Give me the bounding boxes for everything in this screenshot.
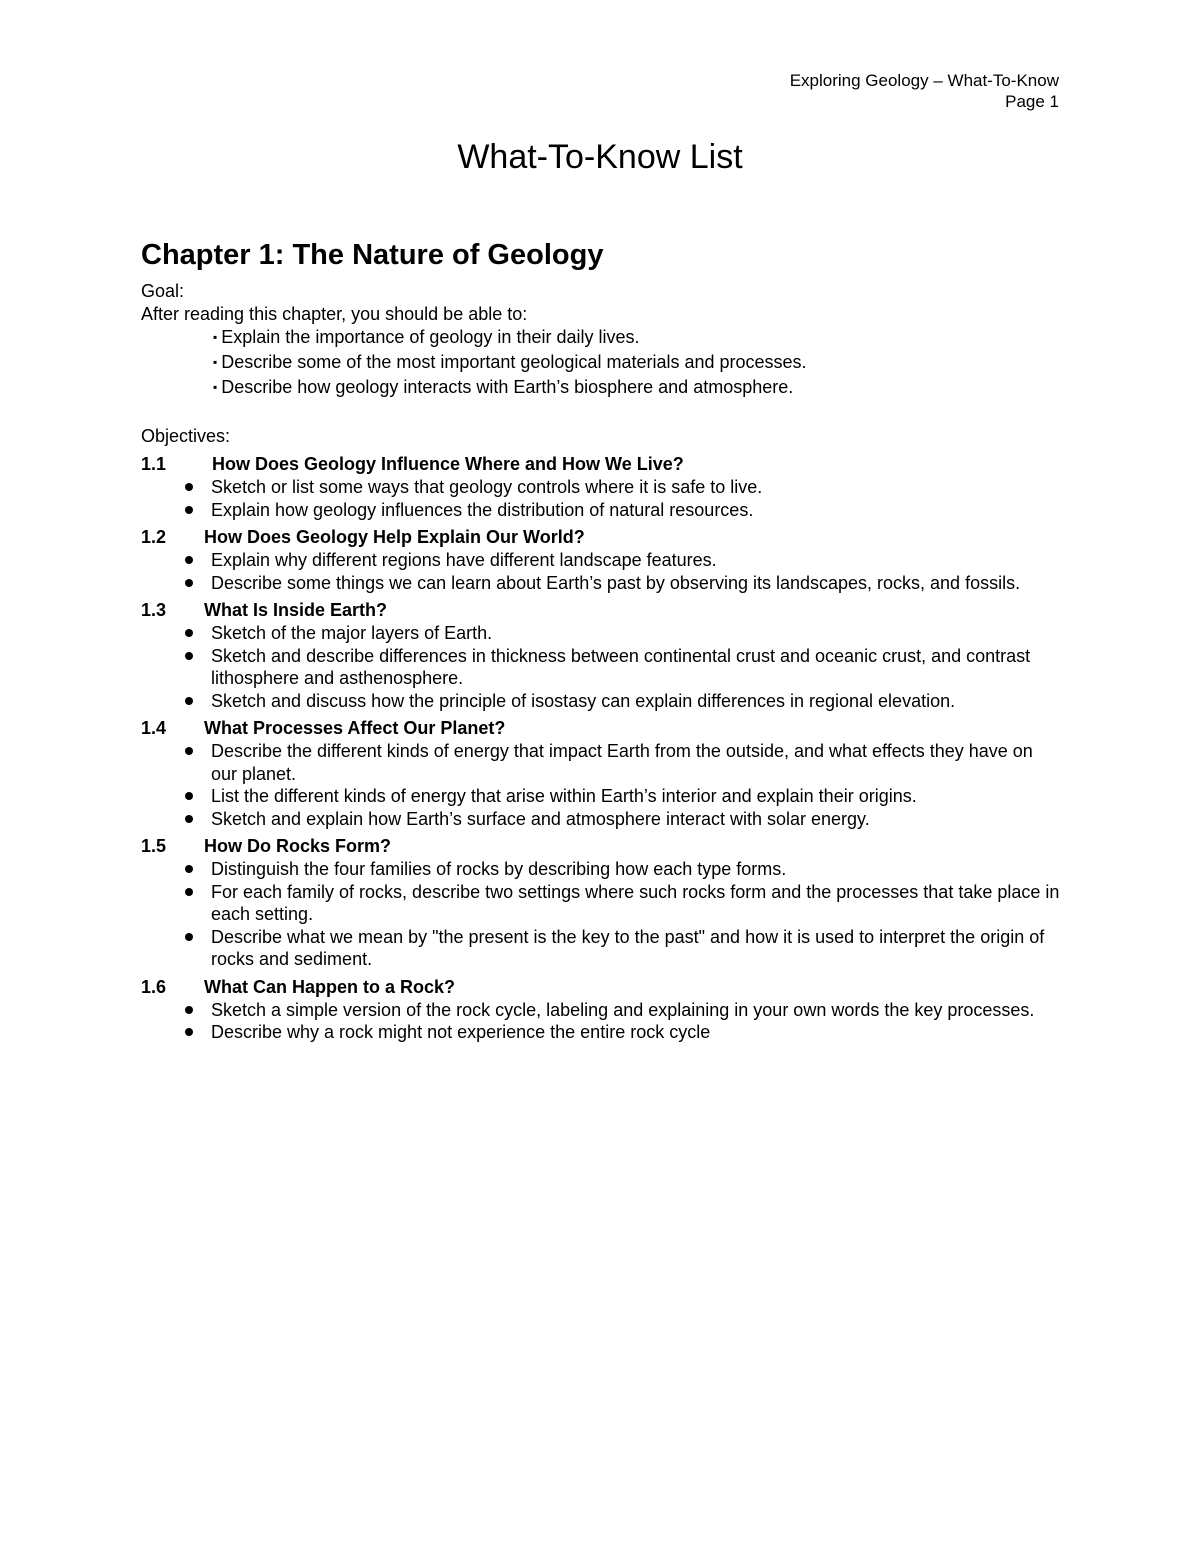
objective-section-1-2 <box>141 525 1061 594</box>
section-title: What Processes Affect Our Planet? <box>204 718 506 738</box>
section-number: 1.3 <box>141 600 167 620</box>
bullet-icon <box>185 815 193 823</box>
section-title: How Do Rocks Form? <box>204 836 392 856</box>
bullet-icon <box>185 933 193 941</box>
chapter-content <box>141 236 1061 1044</box>
section-number: 1.6 <box>141 976 167 997</box>
goal-list <box>141 326 1061 401</box>
objective-text: Describe what we mean by "the present is the key to the past" and how it is used to interpret the origin of rocks and sediment. <box>211 926 1045 969</box>
objective-text: Distinguish the four families of rocks by describing how each type forms. <box>211 859 787 879</box>
bullet-icon <box>185 556 193 564</box>
objective-item <box>141 476 1061 499</box>
section-number: 1.5 <box>141 836 167 856</box>
objective-text: Sketch and discuss how the principle of isostasy can explain differences in regional elevation. <box>211 690 956 711</box>
objective-item <box>141 572 1061 595</box>
goal-label: Goal: <box>141 281 185 301</box>
bullet-icon <box>185 506 193 514</box>
bullet-icon <box>185 1028 193 1036</box>
bullet-icon <box>185 792 193 800</box>
objectives-label: Objectives: <box>141 426 231 446</box>
objective-text: Explain why different regions have different landscape features. <box>211 550 717 570</box>
objective-text: Sketch and explain how Earth’s surface and atmosphere interact with solar energy. <box>211 808 870 829</box>
bullet-icon <box>185 483 193 491</box>
bullet-icon <box>185 697 193 705</box>
section-heading <box>141 452 1061 476</box>
bullet-icon <box>185 747 193 755</box>
page-number: Page 1 <box>1005 92 1059 111</box>
goal-intro: After reading this chapter, you should be able to: <box>141 304 528 324</box>
goal-item: ▪ Describe how geology interacts with Earth’s biosphere and atmosphere. <box>213 376 1061 401</box>
objective-list <box>141 549 1061 594</box>
objective-text: Sketch and describe differences in thickness between continental crust and oceanic crust, and contrast lithosphere and asthenosphere. <box>211 645 1031 688</box>
objective-list <box>141 622 1061 712</box>
section-title: How Does Geology Influence Where and How We Live? <box>212 454 684 474</box>
objective-section-1-5 <box>141 834 1061 971</box>
objective-list <box>141 858 1061 971</box>
objective-item <box>141 785 1061 808</box>
objective-item <box>141 881 1061 926</box>
objective-item <box>141 690 1061 713</box>
objective-list <box>141 740 1061 830</box>
objective-item <box>141 1021 1061 1044</box>
objective-text: Describe some things we can learn about Earth’s past by observing its landscapes, rocks, and fossils. <box>211 572 1021 593</box>
header-title: Exploring Geology – What-To-Know <box>789 71 1059 90</box>
objective-text: For each family of rocks, describe two settings where such rocks form and the processes that take place in each setting. <box>211 881 1060 924</box>
objective-section-1-6 <box>141 975 1061 1044</box>
section-heading <box>141 716 1061 740</box>
goal-item: ▪ Explain the importance of geology in their daily lives. <box>213 326 1061 351</box>
bullet-icon <box>185 1006 193 1014</box>
section-title: How Does Geology Help Explain Our World? <box>204 527 585 547</box>
objective-text: Sketch of the major layers of Earth. <box>211 623 493 643</box>
objective-item <box>141 645 1061 690</box>
objective-item <box>141 926 1061 971</box>
objective-text: Describe why a rock might not experience the entire rock cycle <box>211 1022 711 1042</box>
bullet-icon <box>185 629 193 637</box>
section-heading <box>141 975 1061 999</box>
objective-text: Sketch or list some ways that geology controls where it is safe to live. <box>211 477 763 497</box>
objective-item <box>141 499 1061 522</box>
objective-text: Explain how geology influences the distribution of natural resources. <box>211 499 754 520</box>
section-number: 1.4 <box>141 718 167 738</box>
objective-item <box>141 622 1061 645</box>
objective-item <box>141 808 1061 831</box>
chapter-title: Chapter 1: The Nature of Geology <box>141 239 604 271</box>
running-header <box>790 70 1059 112</box>
objective-list <box>141 999 1061 1044</box>
bullet-icon <box>185 888 193 896</box>
objective-text: List the different kinds of energy that arise within Earth’s interior and explain their origins. <box>211 786 917 806</box>
section-heading <box>141 525 1061 549</box>
objective-text: Describe the different kinds of energy that impact Earth from the outside, and what effects they have on our planet. <box>211 741 1033 784</box>
objective-item <box>141 549 1061 572</box>
section-number: 1.1 <box>141 454 167 474</box>
objective-item <box>141 999 1061 1022</box>
section-number: 1.2 <box>141 527 167 547</box>
objective-section-1-4 <box>141 716 1061 830</box>
objective-item <box>141 740 1061 785</box>
objective-text: Sketch a simple version of the rock cycle, labeling and explaining in your own words the key processes. <box>211 999 1035 1020</box>
objective-item <box>141 858 1061 881</box>
objective-section-1-1 <box>141 452 1061 521</box>
bullet-icon <box>185 652 193 660</box>
bullet-icon <box>185 865 193 873</box>
objective-section-1-3 <box>141 598 1061 712</box>
objective-list <box>141 476 1061 521</box>
document-title: What-To-Know List <box>457 138 743 176</box>
section-heading <box>141 834 1061 858</box>
section-title: What Can Happen to a Rock? <box>204 976 456 997</box>
goal-item: ▪ Describe some of the most important geological materials and processes. <box>213 351 1061 376</box>
section-title: What Is Inside Earth? <box>204 600 388 620</box>
section-heading <box>141 598 1061 622</box>
bullet-icon <box>185 579 193 587</box>
